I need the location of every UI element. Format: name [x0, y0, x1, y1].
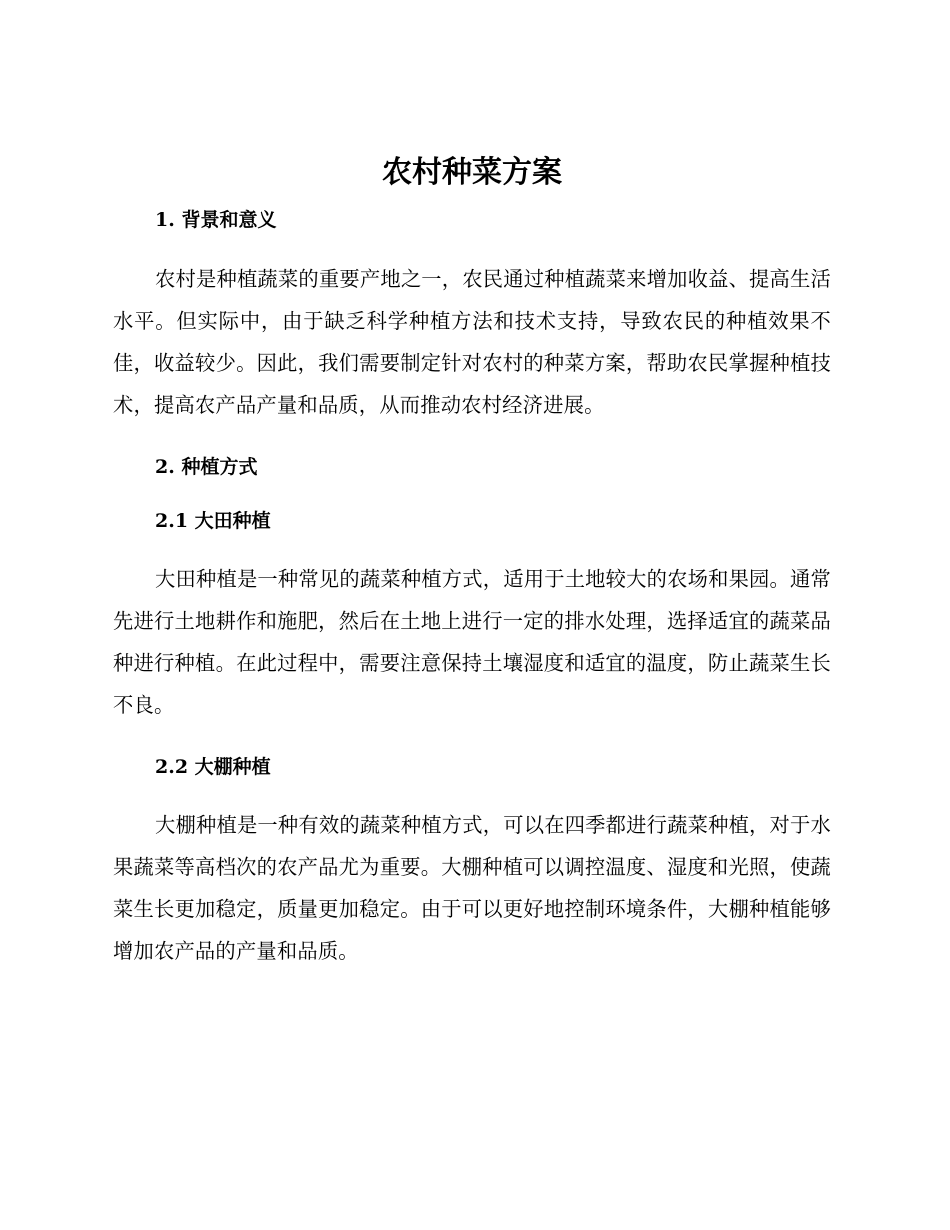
document-content	[113, 148, 831, 972]
paragraph-greenhouse-planting: 大棚种植是一种有效的蔬菜种植方式，可以在四季都进行蔬菜种植，对于水果蔬菜等高档次的农产品尤为重要。大棚种植可以调控温度、湿度和光照，使蔬菜生长更加稳定，质量更加稳定。由于可以更好地控制环境条件，大棚种植能够增加农产品的产量和品质。	[113, 813, 831, 963]
paragraph-field-planting: 大田种植是一种常见的蔬菜种植方式，适用于土地较大的农场和果园。通常先进行土地耕作和施肥，然后在土地上进行一定的排水处理，选择适宜的蔬菜品种进行种植。在此过程中，需要注意保持土壤湿度和适宜的温度，防止蔬菜生长不良。	[113, 567, 831, 717]
section-heading-background: 1. 背景和意义	[155, 209, 277, 231]
subsection-heading-greenhouse-planting: 2.2 大棚种植	[155, 756, 271, 778]
subsection-heading-field-planting: 2.1 大田种植	[155, 510, 271, 532]
document-title: 农村种菜方案	[382, 155, 562, 190]
paragraph-background: 农村是种植蔬菜的重要产地之一，农民通过种植蔬菜来增加收益、提高生活水平。但实际中，由于缺乏科学种植方法和技术支持，导致农民的种植效果不佳，收益较少。因此，我们需要制定针对农村的种菜方案，帮助农民掌握种植技术，提高农产品产量和品质，从而推动农村经济进展。	[113, 267, 831, 417]
section-heading-planting-methods: 2. 种植方式	[155, 456, 258, 478]
